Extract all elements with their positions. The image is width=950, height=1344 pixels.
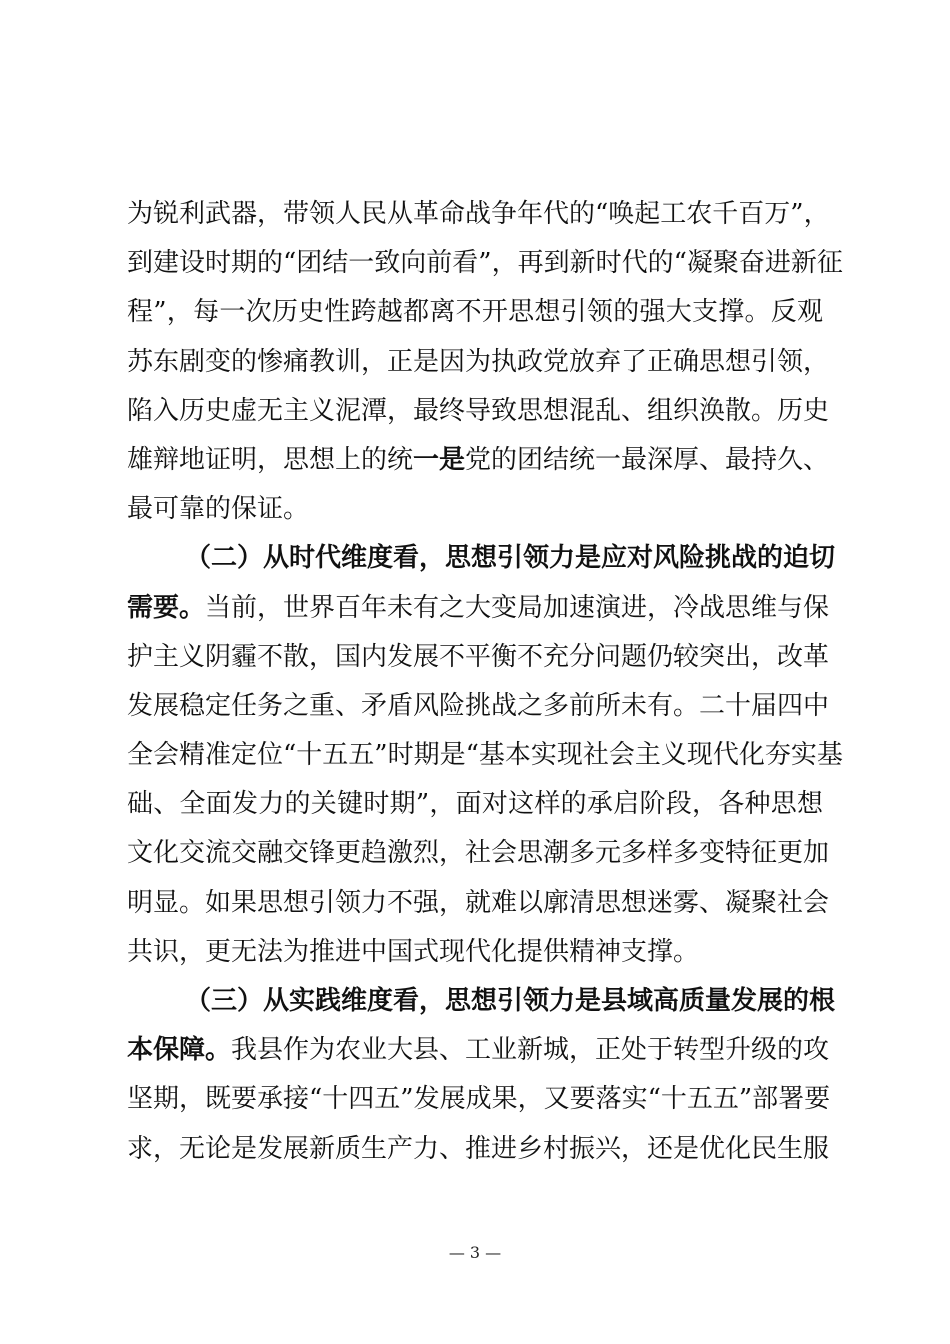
text-line — [127, 879, 830, 928]
text-line — [127, 239, 843, 288]
text-line — [127, 584, 830, 633]
text-line — [127, 1026, 830, 1075]
text-line — [127, 731, 843, 780]
page-number: — 3 — — [448, 1243, 502, 1262]
text-segment: 求，无论是发展新质生产力、推进乡村振兴，还是优化民生服 — [127, 1133, 830, 1164]
text-segment: 全会精准定位“十五五”时期是“基本实现社会主义现代化夯实基 — [127, 740, 843, 771]
text-segment: 我县作为农业大县、工业新城，正处于转型升级的攻 — [231, 1035, 830, 1066]
text-segment: 当前，世界百年未有之大变局加速演进，冷战思维与保 — [205, 592, 830, 623]
text-line — [127, 387, 830, 436]
text-segment: 坚期，既要承接“十四五”发展成果，又要落实“十五五”部署要 — [127, 1084, 831, 1115]
text-segment: 为锐利武器，带领人民从革命战争年代的“唤起工农千百万”， — [127, 199, 830, 229]
text-line — [127, 829, 830, 878]
text-segment: 础、全面发力的关键时期”，面对这样的承启阶段，各种思想 — [127, 789, 823, 820]
text-segment: 程”，每一次历史性跨越都离不开思想引领的强大支撑。反观 — [127, 297, 823, 328]
bold-text: （三）从实践维度看，思想引领力是县域高质量发展的根 — [185, 986, 836, 1016]
section-heading-line — [127, 534, 836, 583]
text-line — [127, 682, 830, 731]
section-heading-line — [127, 977, 836, 1026]
text-line — [127, 436, 830, 485]
text-segment: 陷入历史虚无主义泥潭，最终导致思想混乱、组织涣散。历史 — [127, 395, 830, 426]
text-line — [127, 1125, 830, 1174]
text-segment: 党的团结统一最深厚、最持久、 — [465, 444, 830, 475]
text-segment: 发展稳定任务之重、矛盾风险挑战之多前所未有。二十届四中 — [127, 690, 830, 721]
text-line — [127, 288, 823, 337]
text-segment: 共识，更无法为推进中国式现代化提供精神支撑。 — [127, 936, 700, 967]
bold-text: （二）从时代维度看，思想引领力是应对风险挑战的迫切 — [185, 543, 836, 574]
text-segment: 到建设时期的“团结一致向前看”，再到新时代的“凝聚奋进新征 — [127, 248, 843, 279]
bold-text: 本保障。 — [127, 1035, 232, 1066]
text-segment: 最可靠的保证。 — [127, 494, 310, 525]
bold-text: 一是 — [413, 444, 466, 475]
text-line — [127, 1075, 831, 1124]
text-segment: 苏东剧变的惨痛教训，正是因为执政党放弃了正确思想引领， — [127, 346, 830, 377]
body-text — [127, 190, 843, 1174]
text-line — [127, 338, 830, 387]
text-segment: 明显。如果思想引领力不强，就难以廓清思想迷雾、凝聚社会 — [127, 887, 830, 918]
text-line — [127, 780, 823, 829]
text-segment: 护主义阴霾不散，国内发展不平衡不充分问题仍较突出，改革 — [127, 641, 830, 672]
text-line — [127, 928, 823, 977]
text-segment: 雄辩地证明，思想上的统 — [127, 444, 414, 475]
text-line — [127, 190, 830, 239]
text-line — [127, 485, 823, 534]
bold-text: 需要。 — [127, 592, 206, 623]
text-segment: 文化交流交融交锋更趋激烈，社会思潮多元多样多变特征更加 — [127, 838, 830, 869]
text-line — [127, 633, 830, 682]
